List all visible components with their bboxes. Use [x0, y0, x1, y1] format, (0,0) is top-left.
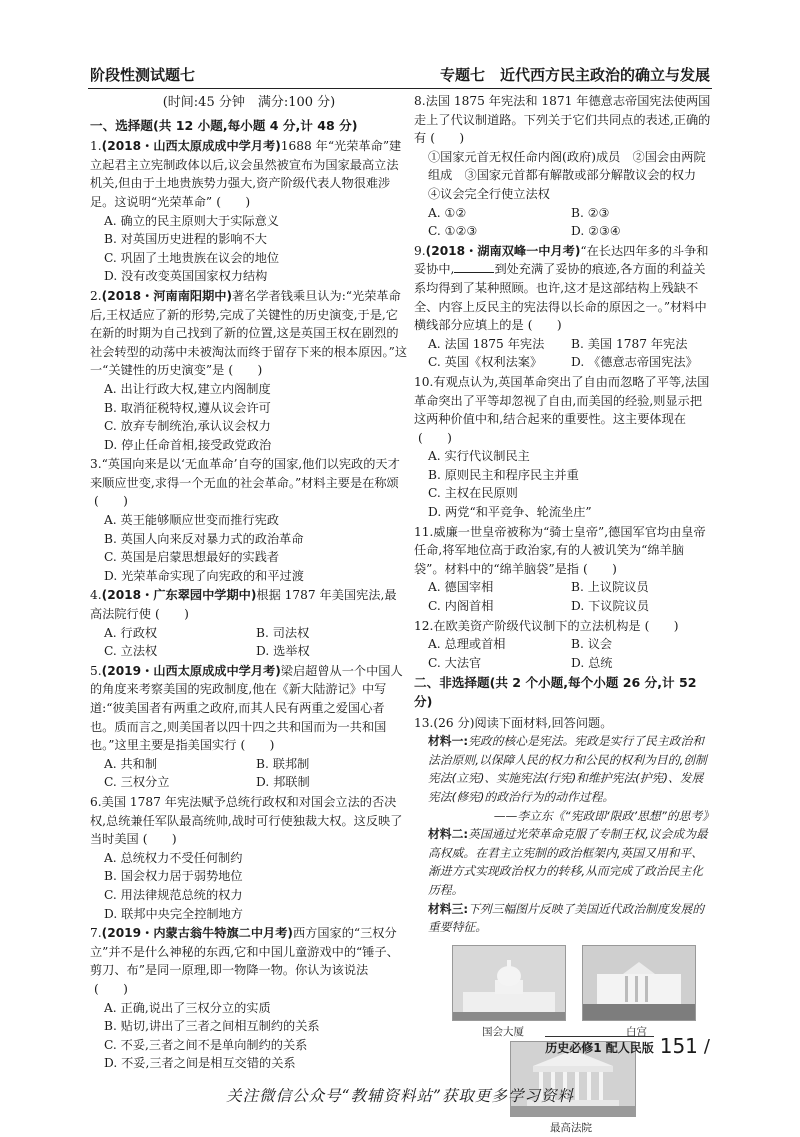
- option: C. 立法权: [104, 644, 158, 659]
- option: C. 不妥,三者之间不是单向制约的关系: [104, 1037, 308, 1052]
- option: A. 德国宰相: [428, 580, 494, 595]
- answer-bracket: ( ): [228, 363, 263, 378]
- question-text: 梁启超曾从一个中国人的角度来考察美国的宪政制度,他在《新大陆游记》中写道:“彼美国者有两重之政府,而其人民有两重之爱国心者也。质而言之,则美国者以四十四之共和国而为一共和国也。”这里主要是指美国实行: [90, 663, 403, 753]
- question-stem: [90, 137, 408, 211]
- option: B. 对英国历史进程的影响不大: [104, 232, 267, 247]
- option: D. 停止任命首相,接受政党政治: [104, 437, 272, 452]
- option: D. 邦联制: [256, 775, 310, 790]
- question-13: [414, 714, 714, 1133]
- option-row: [414, 635, 714, 654]
- question-stem: [414, 242, 714, 335]
- option: A. 出让行政大权,建立内阁制度: [104, 381, 271, 396]
- option: B. 英国人向来反对暴力式的政治革命: [104, 531, 304, 546]
- question-item: [90, 924, 408, 1073]
- question-item: [90, 793, 408, 923]
- option: C. ①②③: [428, 224, 478, 239]
- caption-white-house: 白宫: [626, 1025, 647, 1038]
- question-number: 6.: [90, 794, 102, 809]
- material-2-title: 材料二:: [428, 827, 469, 842]
- question-number: 11.: [414, 524, 434, 539]
- question-text: “英国向来是以‘无血革命’自夸的国家,他们以宪政的天才来顺应世变,求得一个无血的社会革命。”材料主要是在称颂: [90, 457, 400, 490]
- option: C. 放弃专制统治,承认议会权力: [104, 419, 271, 434]
- question-source: (2018・湖南双峰一中月考): [425, 243, 581, 258]
- answer-bracket: ( ): [644, 618, 679, 633]
- option-row: [90, 773, 408, 792]
- question-number: 3.: [90, 457, 102, 472]
- question-list-right: [414, 92, 714, 672]
- page-slash: /: [703, 1035, 710, 1057]
- material-3: [414, 900, 714, 937]
- option: D. 联邦中央完全控制地方: [104, 906, 243, 921]
- question-stem: [90, 455, 408, 511]
- option: B. 取消征税特权,遵从议会许可: [104, 400, 271, 415]
- question-number: 9.: [414, 243, 426, 258]
- option: D. 光荣革命实现了向宪政的和平过渡: [104, 568, 304, 583]
- question-text-cont: 到处充满了妥协的痕迹,各方面的利益关系均得到了某种照顾。也许,这才是这部结构上残缺不全、内容上反民主的宪法得以长命的原因之一。”材料中横线部分应填上的是: [414, 262, 707, 333]
- option: B. ②③: [571, 205, 610, 220]
- material-3-text: 下列三幅图片反映了美国近代政治制度发展的重要特征。: [428, 901, 705, 935]
- question-item: [90, 287, 408, 454]
- answer-bracket: ( ): [142, 832, 177, 847]
- footer-book-title: 历史必修1 配人民版: [545, 1036, 654, 1056]
- option: D. 下议院议员: [571, 599, 650, 614]
- question-list-left: [90, 137, 408, 1073]
- header-right: 专题七 近代西方民主政治的确立与发展: [439, 66, 710, 84]
- option: A. 总统权力不受任何制约: [104, 850, 243, 865]
- option: B. 联邦制: [256, 756, 310, 771]
- option-row: [414, 204, 714, 223]
- section-1-title: 一、选择题(共 12 小题,每小题 4 分,计 48 分): [90, 117, 358, 133]
- question-number: 2.: [90, 288, 102, 303]
- option: A. 总理或首相: [428, 637, 506, 652]
- question-number: 4.: [90, 588, 102, 603]
- question-stem: [90, 793, 408, 849]
- option-row: [414, 222, 714, 241]
- option: C. 内阁首相: [428, 599, 494, 614]
- header-rule: [88, 88, 712, 89]
- bottom-note: 关注微信公众号“教辅资料站”获取更多学习资料: [226, 1087, 574, 1105]
- question-text: “在长达四年多的斗争和妥协中,: [414, 243, 709, 277]
- white-house-photo: [582, 945, 696, 1021]
- option-row: [90, 642, 408, 661]
- question-source: (2018・广东翠园中学期中): [101, 588, 257, 603]
- material-1-title: 材料一:: [428, 734, 469, 749]
- question-sub-items: ①国家元首无权任命内阁(政府)成员 ②国会由两院组成 ③国家元首都有解散或部分解散议会的权力 ④议会完全行使立法权: [428, 149, 709, 201]
- answer-bracket: ( ): [216, 194, 251, 209]
- option-row: [90, 624, 408, 643]
- question-item: [90, 455, 408, 585]
- option: C. 大法官: [428, 655, 482, 670]
- question-source: (2019・内蒙古翁牛特旗二中月考): [101, 926, 293, 941]
- option: A. 行政权: [104, 625, 158, 640]
- question-item: [414, 92, 714, 241]
- option: C. 主权在民原则: [428, 486, 518, 501]
- option: D. 两党“和平竞争、轮流坐庄”: [428, 505, 592, 520]
- question-text: 在欧美资产阶级代议制下的立法机构是: [433, 618, 641, 633]
- question-source: (2019・山西太原成成中学月考): [101, 663, 281, 678]
- question-stem: [90, 924, 408, 998]
- question-text: 有观点认为,英国革命突出了自由而忽略了平等,法国革命突出了平等却忽视了自由,而美国的经验,则显示把这两种价值中和,结合起来的重要性。这主要体现在: [414, 374, 710, 427]
- question-stem: [414, 523, 714, 579]
- question-stem: [414, 617, 714, 636]
- option: C. 巩固了土地贵族在议会的地位: [104, 250, 280, 265]
- question-number: 1.: [90, 139, 102, 154]
- question-stem: [90, 586, 408, 623]
- question-item: [414, 242, 714, 372]
- question-item: [90, 662, 408, 792]
- option: D. 《德意志帝国宪法》: [571, 355, 698, 370]
- answer-bracket: ( ): [154, 607, 189, 622]
- question-text: 著名学者钱乘旦认为:“光荣革命后,王权适应了新的形势,完成了关键性的历史演变,于是,它在新的时期为自己找到了新的位置,这是英国王权在剧烈的社会转型的动荡中未被淘汰而终于留存下来的根本原因。”这一“关键性的历史演变”是: [90, 288, 408, 378]
- option: A. 英王能够顺应世变而推行宪政: [104, 513, 279, 528]
- question-text: 美国 1787 年宪法赋予总统行政权和对国会立法的否决权,总统兼任军队最高统帅,战时可行使独裁大权。这反映了当时美国: [90, 794, 403, 847]
- question-stem: [90, 287, 408, 380]
- material-1-text: 宪政的核心是宪法。宪政是实行了民主政治和法治原则,以保障人民的权力和公民的权利为目的,创制宪法(立宪)、实施宪法(行宪)和维护宪法(护宪)、发展宪法(修宪)的政治行为的动作过程。: [428, 734, 707, 804]
- option: A. ①②: [428, 205, 467, 220]
- question-item: [414, 373, 714, 522]
- option: B. 议会: [571, 637, 613, 652]
- option-row: [414, 353, 714, 372]
- question-number: 12.: [414, 618, 434, 633]
- option: A. 共和制: [104, 756, 158, 771]
- option: B. 原则民主和程序民主并重: [428, 467, 579, 482]
- option: A. 正确,说出了三权分立的实质: [104, 1000, 271, 1015]
- option-row: [414, 578, 714, 597]
- option: A. 实行代议制民主: [428, 449, 530, 464]
- material-1: [414, 732, 714, 806]
- option: B. 贴切,讲出了三者之间相互制约的关系: [104, 1019, 320, 1034]
- option: B. 司法权: [256, 625, 310, 640]
- option: D. 选举权: [256, 644, 310, 659]
- header-left: 阶段性测试题七: [90, 66, 196, 84]
- option: D. ②③④: [571, 224, 621, 239]
- question-stem: [90, 662, 408, 755]
- question-source: (2018・河南南阳期中): [101, 288, 233, 303]
- material-2: [414, 825, 714, 899]
- caption-supreme-court: 最高法院: [550, 1121, 592, 1134]
- answer-bracket: ( ): [583, 561, 617, 576]
- question-number: 5.: [90, 663, 102, 678]
- question-item: [90, 586, 408, 660]
- material-3-title: 材料三:: [428, 901, 469, 916]
- question-text: 西方国家的“三权分立”并不是什么神秘的东西,它和中国儿童游戏中的“锤子、剪刀、布”是同一原理,即一物降一物。你认为该说法: [90, 926, 399, 978]
- answer-bracket: ( ): [527, 318, 562, 333]
- option: B. 国会权力居于弱势地位: [104, 869, 243, 884]
- question-source: (2018・山西太原成成中学月考): [101, 139, 281, 154]
- option: A. 确立的民主原则大于实际意义: [104, 213, 279, 228]
- right-column: [414, 92, 714, 1134]
- answer-bracket: ( ): [94, 494, 128, 509]
- question-item: [414, 523, 714, 616]
- question-item: [90, 137, 408, 286]
- answer-bracket: ( ): [94, 981, 128, 996]
- question-number: 8.: [414, 94, 426, 108]
- option: A. 法国 1875 年宪法: [428, 336, 545, 351]
- capitol-photo: [452, 945, 566, 1021]
- footer: [545, 1034, 710, 1058]
- option: D. 没有改变英国国家权力结构: [104, 269, 268, 284]
- option: C. 三权分立: [104, 775, 170, 790]
- option-row: [414, 597, 714, 616]
- option: D. 不妥,三者之间是相互交错的关系: [104, 1056, 296, 1071]
- question-item: [414, 617, 714, 673]
- question-stem: [414, 373, 714, 447]
- material-1-author: ——李立东《“宪政即‘限政’思想”的思考》: [493, 808, 714, 823]
- option-row: [414, 335, 714, 354]
- question-text: 威廉一世皇帝被称为“骑士皇帝”,德国军官均由皇帝任命,将军地位高于政治家,有的人被讥笑为“绵羊脑袋”。材料中的“绵羊脑袋”是指: [414, 524, 706, 576]
- option: C. 英国是启蒙思想最好的实践者: [104, 550, 280, 565]
- time-line: (时间:45 分钟 满分:100 分): [162, 95, 336, 110]
- option: C. 用法律规范总统的权力: [104, 887, 243, 902]
- option: D. 总统: [571, 655, 613, 670]
- question-text: 法国 1875 年宪法和 1871 年德意志帝国宪法使两国走上了代议制道路。下列关于它们共同点的表述,正确的有: [414, 94, 711, 146]
- page-number: 151: [659, 1034, 698, 1058]
- fill-blank: [454, 272, 494, 273]
- option: B. 上议院议员: [571, 580, 649, 595]
- option-row: [90, 755, 408, 774]
- question-stem: [414, 92, 714, 148]
- question-text: 根据 1787 年美国宪法,最高法院行使: [90, 588, 397, 622]
- caption-capitol: 国会大厦: [482, 1025, 524, 1038]
- option-row: [414, 654, 714, 673]
- question-text: 1688 年“光荣革命”建立起君主立宪制政体以后,议会虽然被宣布为国家最高立法机关,但由于土地贵族势力强大,资产阶级代表人物很难涉足。这说明“光荣革命”: [90, 139, 402, 209]
- answer-bracket: ( ): [418, 430, 452, 445]
- option: C. 英国《权利法案》: [428, 355, 543, 370]
- section-2-title: 二、非选择题(共 2 个小题,每个小题 26 分,计 52 分): [414, 675, 697, 709]
- left-column: [90, 92, 408, 1074]
- answer-bracket: ( ): [430, 131, 465, 146]
- answer-bracket: ( ): [240, 738, 275, 753]
- q13-stem: 13.(26 分)阅读下面材料,回答问题。: [414, 715, 613, 730]
- question-number: 7.: [90, 926, 102, 941]
- material-2-text: 英国通过光荣革命克服了专制王权,议会成为最高权威。在君主立宪制的政治框架内,英国又用和平、渐进方式实现政治权力的转移,从而完成了政治民主化历程。: [428, 827, 708, 897]
- question-number: 10.: [414, 374, 434, 389]
- option: B. 美国 1787 年宪法: [571, 336, 688, 351]
